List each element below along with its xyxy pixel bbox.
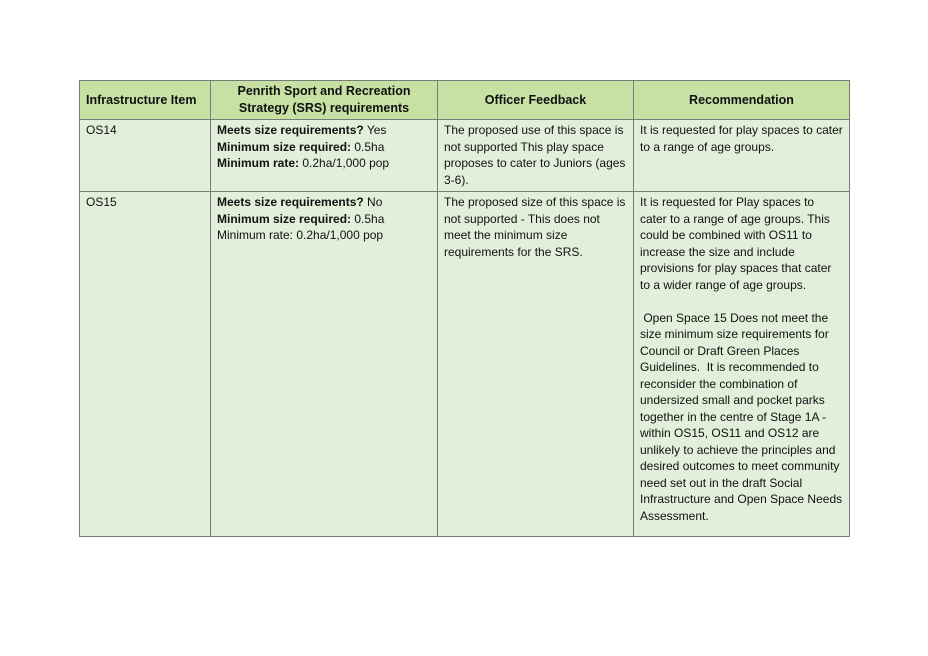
table-row — [80, 192, 850, 537]
srs-min-size-line — [217, 211, 431, 228]
cell-feedback: The proposed size of this space is not supported - This does not meet the minimum size requirements for the SRS. — [438, 192, 634, 537]
cell-item: OS15 — [80, 192, 211, 537]
srs-min-size-label: Minimum size required: — [217, 139, 352, 154]
srs-min-rate-label: Minimum rate: — [217, 156, 300, 170]
header-recommendation: Recommendation — [634, 81, 850, 120]
srs-min-size-line — [217, 139, 431, 156]
srs-size-line — [217, 194, 431, 211]
table-row — [80, 120, 850, 192]
recommendation-paragraph: It is requested for play spaces to cater to a range of age groups. — [640, 123, 847, 154]
cell-item: OS14 — [80, 120, 211, 192]
cell-recommendation — [634, 192, 850, 537]
srs-min-rate-line — [217, 155, 431, 172]
header-officer-feedback: Officer Feedback — [438, 81, 634, 120]
srs-size-value: No — [363, 195, 383, 209]
cell-recommendation — [634, 120, 850, 192]
cell-srs — [211, 192, 438, 537]
cell-srs — [211, 120, 438, 192]
srs-size-value: Yes — [363, 123, 387, 137]
recommendation-paragraph: Open Space 15 Does not meet the size minimum size requirements for Council or Draft Green Places Guidelines. It is recommended to reconsider the combination of undersized small and pocket parks together in the centre of Stage 1A - within OS15, OS11 and OS12 are unlikely to achieve the principles and desired outcomes to meet community need set out in the draft Social Infrastructure and Open Space Needs Assessment. — [640, 310, 845, 523]
cell-feedback: The proposed use of this space is not supported This play space proposes to cater to Juniors (ages 3-6). — [438, 120, 634, 192]
srs-size-label: Meets size requirements? — [217, 195, 364, 209]
header-infrastructure-item: Infrastructure Item — [80, 81, 211, 120]
recommendation-paragraph: It is requested for Play spaces to cater to a range of age groups. This could be combined with OS11 to increase the size and include provisions for play spaces that cater to a wider range of age groups. — [640, 195, 835, 292]
infrastructure-table — [79, 80, 850, 537]
srs-size-label: Meets size requirements? — [217, 123, 364, 137]
table-header-row — [80, 81, 850, 120]
srs-min-rate-line: Minimum rate: 0.2ha/1,000 pop — [217, 228, 384, 242]
srs-min-size-value: 0.5ha — [351, 211, 385, 226]
srs-size-line — [217, 122, 431, 139]
srs-min-rate-value: 0.2ha/1,000 pop — [299, 156, 390, 170]
srs-min-size-value: 0.5ha — [351, 139, 385, 154]
paragraph-spacer — [640, 293, 843, 310]
srs-min-size-label: Minimum size required: — [217, 211, 352, 226]
header-srs-requirements: Penrith Sport and Recreation Strategy (SRS) requirements — [211, 81, 438, 120]
